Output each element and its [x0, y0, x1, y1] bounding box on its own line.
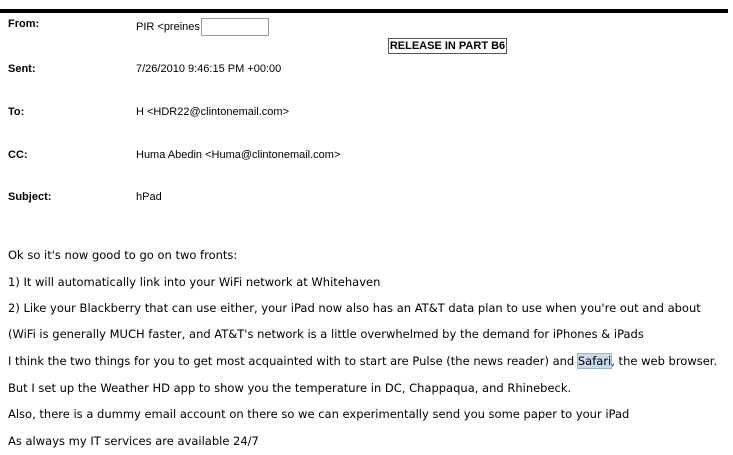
highlighted-word: Safari — [577, 354, 612, 368]
body-line-4: (WiFi is generally MUCH faster, and AT&T's network is a little overwhelmed by the demand for iPhones & iPads — [8, 327, 644, 341]
body-line-3: 2) Like your Blackberry that can use either, your iPad now also has an AT&T data plan to use when you're out and about — [8, 301, 701, 315]
release-stamp: RELEASE IN PART B6 — [389, 40, 506, 52]
cc-label: CC: — [8, 149, 28, 161]
body-line-5-start: I think the two things for you to get most acquainted with to start are Pulse (the news reader) and — [8, 354, 578, 368]
body-line-1: Ok so it's now good to go on two fronts: — [8, 248, 238, 262]
sent-label: Sent: — [8, 63, 36, 75]
body-line-8: As always my IT services are available 24/7 — [8, 434, 259, 448]
subject-label: Subject: — [8, 191, 52, 203]
from-label: From: — [8, 18, 40, 30]
body-line-7: Also, there is a dummy email account on there so we can experimentally send you some paper to your iPad — [8, 407, 630, 421]
body-line-2: 1) It will automatically link into your WiFi network at Whitehaven — [8, 275, 381, 289]
subject-value: hPad — [136, 191, 162, 203]
body-line-5 — [8, 354, 717, 368]
to-value: H <HDR22@clintonemail.com> — [136, 106, 290, 118]
sent-value: 7/26/2010 9:46:15 PM +00:00 — [136, 63, 282, 75]
body-line-6: But I set up the Weather HD app to show you the temperature in DC, Chappaqua, and Rhinebeck. — [8, 381, 572, 395]
from-value — [136, 18, 269, 36]
top-rule — [0, 9, 728, 13]
redaction-box — [201, 18, 269, 36]
from-text: PIR <preines — [136, 21, 200, 33]
cc-value: Huma Abedin <Huma@clintonemail.com> — [136, 149, 341, 161]
to-label: To: — [8, 106, 25, 118]
body-line-5-end: , the web browser. — [611, 354, 718, 368]
